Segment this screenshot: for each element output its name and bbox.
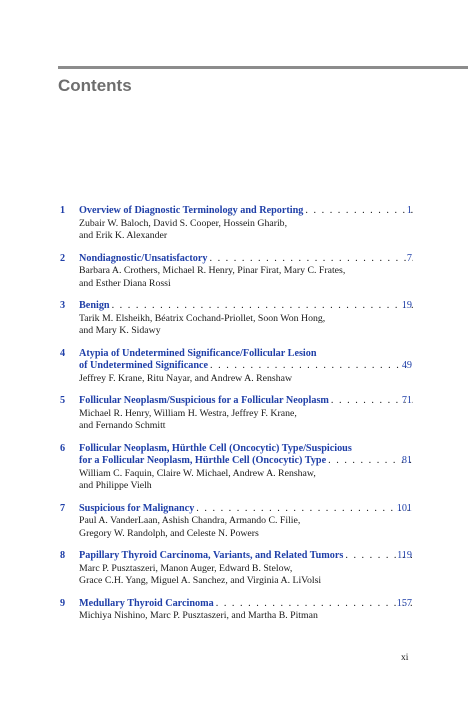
author-line: and Fernando Schmitt: [79, 420, 166, 431]
toc-entry[interactable]: [0, 598, 468, 623]
chapter-title-line: [79, 598, 413, 611]
dot-leader: [326, 455, 413, 468]
author-line: Zubair W. Baloch, David S. Cooper, Hossein Gharib,: [79, 217, 288, 229]
toc-entry[interactable]: [0, 253, 468, 291]
chapter-title-link[interactable]: Papillary Thyroid Carcinoma, Variants, and Related Tumors: [79, 550, 344, 561]
chapter-authors: [79, 218, 399, 243]
dot-leader: [110, 300, 413, 313]
chapter-authors: [79, 265, 399, 290]
chapter-number: 9: [60, 597, 66, 609]
dot-leader: [208, 360, 413, 373]
chapter-number: 7: [60, 502, 66, 514]
author-line: and Erik K. Alexander: [79, 230, 168, 241]
toc-entry[interactable]: [0, 503, 468, 541]
chapter-authors: [79, 515, 399, 540]
toc-entry[interactable]: [0, 395, 468, 433]
chapter-title-line: [79, 455, 413, 468]
chapter-authors: [79, 563, 399, 588]
dot-leader: [303, 205, 413, 218]
chapter-title-link[interactable]: Benign: [79, 300, 110, 311]
chapter-authors: [79, 610, 399, 623]
dot-leader: [214, 598, 413, 611]
author-line: Paul A. VanderLaan, Ashish Chandra, Armando C. Filie,: [79, 515, 301, 526]
chapter-number: 3: [60, 300, 66, 311]
chapter-number: 5: [60, 395, 66, 406]
toc-entry[interactable]: [0, 443, 468, 493]
author-line: Grace C.H. Yang, Miguel A. Sanchez, and Virginia A. LiVolsi: [79, 575, 322, 586]
chapter-title-link[interactable]: Nondiagnostic/Unsatisfactory: [79, 252, 208, 264]
author-line: Tarik M. Elsheikh, Béatrix Cochand-Priollet, Soon Won Hong,: [79, 312, 326, 324]
chapter-title-link[interactable]: Medullary Thyroid Carcinoma: [79, 597, 214, 609]
author-line: Gregory W. Randolph, and Celeste N. Powers: [79, 527, 259, 539]
author-line: William C. Faquin, Claire W. Michael, Andrew A. Renshaw,: [79, 467, 316, 479]
chapter-title-line: [79, 550, 413, 563]
toc-entry[interactable]: [0, 300, 468, 338]
chapter-page-number[interactable]: 71: [401, 395, 412, 406]
author-line: Barbara A. Crothers, Michael R. Henry, Pinar Firat, Mary C. Frates,: [79, 265, 346, 276]
chapter-page-number[interactable]: 7: [406, 252, 412, 264]
chapter-authors: [79, 313, 399, 338]
dot-leader: [207, 253, 413, 266]
author-line: Michael R. Henry, William H. Westra, Jeffrey F. Krane,: [79, 407, 297, 419]
chapter-number: 6: [60, 442, 66, 454]
top-rule: [58, 66, 468, 69]
chapter-title-line: [79, 360, 413, 373]
author-line: Jeffrey F. Krane, Ritu Nayar, and Andrew A. Renshaw: [79, 372, 293, 384]
chapter-page-number[interactable]: 1: [406, 205, 412, 216]
chapter-title-line: [79, 503, 413, 516]
chapter-page-number[interactable]: 19: [401, 300, 412, 311]
author-line: Michiya Nishino, Marc P. Pusztaszeri, and Martha B. Pitman: [79, 610, 318, 621]
chapter-title-link[interactable]: Follicular Neoplasm, Hürthle Cell (Oncocytic) Type/Suspicious: [79, 442, 352, 454]
chapter-title-link[interactable]: Atypia of Undetermined Significance/Follicular Lesion: [79, 347, 317, 359]
chapter-title-line: [79, 253, 413, 266]
chapter-page-number[interactable]: 81: [401, 455, 412, 466]
chapter-title-line: [79, 205, 413, 218]
chapter-title-link[interactable]: Overview of Diagnostic Terminology and Reporting: [79, 205, 304, 216]
dot-leader: [194, 503, 413, 516]
chapter-number: 2: [60, 252, 66, 264]
chapter-title-line: [79, 300, 413, 313]
chapter-authors: [79, 468, 399, 493]
page-number: xi: [401, 652, 409, 663]
toc-entry[interactable]: [0, 550, 468, 588]
table-of-contents: [0, 205, 468, 633]
author-line: Marc P. Pusztaszeri, Manon Auger, Edward B. Stelow,: [79, 562, 293, 574]
chapter-number: 1: [60, 205, 66, 216]
chapter-title-link[interactable]: for a Follicular Neoplasm, Hürthle Cell (Oncocytic) Type: [79, 455, 327, 466]
chapter-number: 4: [60, 347, 66, 359]
author-line: and Mary K. Sidawy: [79, 325, 161, 336]
toc-entry[interactable]: [0, 348, 468, 386]
author-line: and Esther Diana Rossi: [79, 277, 171, 289]
chapter-title-link[interactable]: Suspicious for Malignancy: [79, 502, 195, 514]
chapter-title-link[interactable]: of Undetermined Significance: [79, 360, 209, 371]
chapter-page-number[interactable]: 157: [396, 597, 412, 609]
chapter-page-number[interactable]: 119: [397, 550, 412, 561]
chapter-title-link[interactable]: Follicular Neoplasm/Suspicious for a Follicular Neoplasm: [79, 395, 329, 406]
toc-entry[interactable]: [0, 205, 468, 243]
chapter-number: 8: [60, 550, 66, 561]
chapter-title-line: [79, 395, 413, 408]
chapter-authors: [79, 373, 399, 386]
author-line: and Philippe Vielh: [79, 480, 152, 491]
chapter-page-number[interactable]: 101: [396, 502, 412, 514]
chapter-page-number[interactable]: 49: [401, 360, 412, 371]
chapter-authors: [79, 408, 399, 433]
dot-leader: [329, 395, 413, 408]
page-title: Contents: [58, 76, 132, 95]
